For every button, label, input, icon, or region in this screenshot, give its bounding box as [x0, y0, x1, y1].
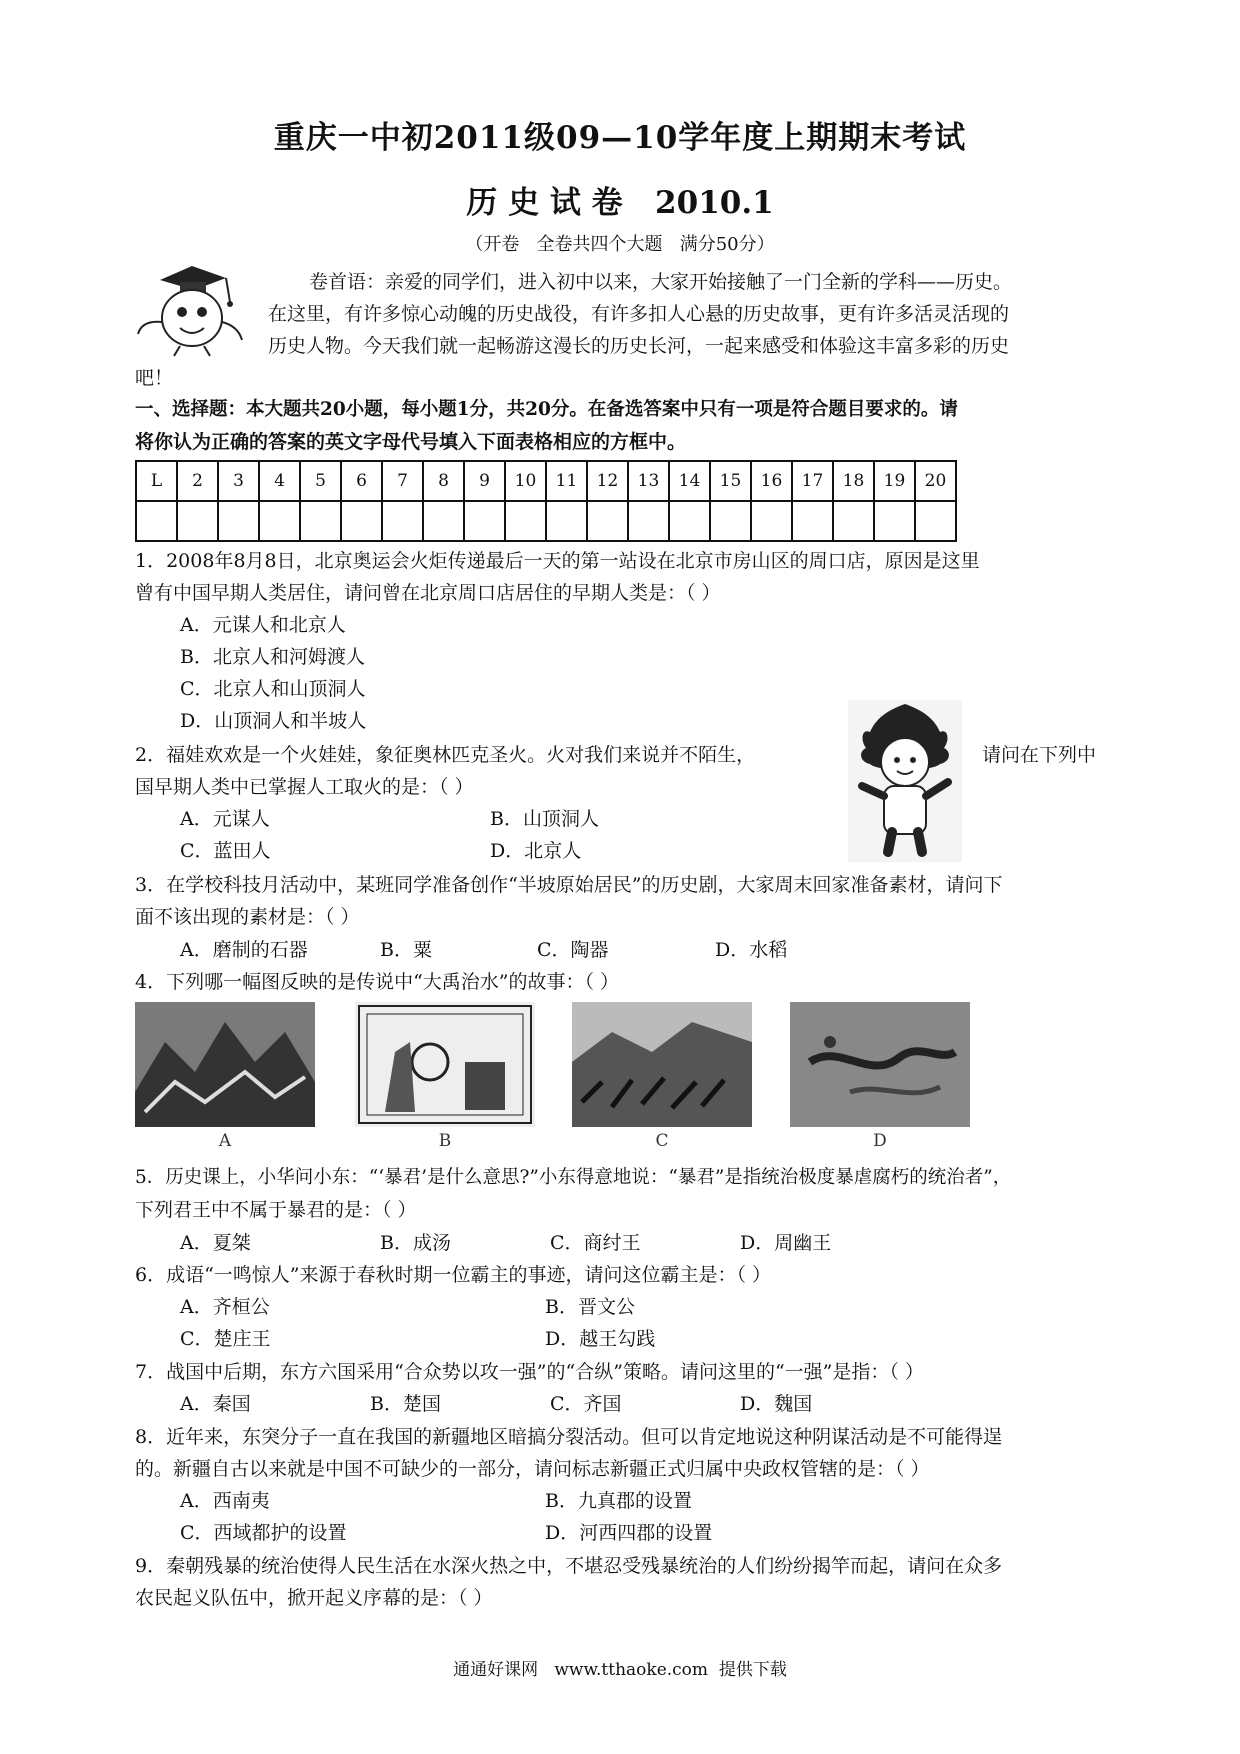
answer-cell[interactable]	[423, 501, 464, 541]
answer-cell[interactable]	[669, 501, 710, 541]
q5-option-d: D．周幽王	[740, 1232, 832, 1254]
answer-table-header: 4	[259, 461, 300, 501]
q4-stem: 4．下列哪一幅图反映的是传说中“大禹治水”的故事：（ ）	[135, 971, 620, 993]
q2-stem-2: 国早期人类中已掌握人工取火的是：（ ）	[135, 776, 474, 798]
q4-label-c: C	[655, 1131, 669, 1151]
section1-line-1: 一、选择题：本大题共20小题，每小题1分，共20分。在备选答案中只有一项是符合题目要求的。请	[135, 399, 958, 420]
q8-option-d: D．河西四郡的设置	[545, 1522, 713, 1544]
q4-label-b: B	[438, 1131, 452, 1151]
answer-cell[interactable]	[259, 501, 300, 541]
q6-stem: 6．成语“一鸣惊人”来源于春秋时期一位霸主的事迹，请问这位霸主是：（ ）	[135, 1264, 772, 1286]
answer-cell[interactable]	[628, 501, 669, 541]
q1-option-c: C．北京人和山顶洞人	[180, 678, 366, 700]
q9-stem-1: 9．秦朝残暴的统治使得人民生活在水深火热之中，不堪忍受残暴统治的人们纷纷揭竿而起，请问在众多	[135, 1555, 1003, 1577]
answer-cell[interactable]	[136, 501, 177, 541]
q2-stem-1a: 2．福娃欢欢是一个火娃娃，象征奥林匹克圣火。火对我们来说并不陌生，	[135, 744, 756, 766]
q9-stem-2: 农民起义队伍中，掀开起义序幕的是：（ ）	[135, 1587, 493, 1609]
exam-subtitle: 历 史 试 卷 2010.1	[466, 185, 774, 221]
answer-table-header: 18	[833, 461, 874, 501]
answer-cell[interactable]	[792, 501, 833, 541]
q3-option-a: A．磨制的石器	[180, 939, 308, 961]
answer-table-header: 7	[382, 461, 423, 501]
intro-line-3: 历史人物。今天我们就一起畅游这漫长的历史长河，一起来感受和体验这丰富多彩的历史	[268, 335, 1010, 357]
q6-option-d: D．越王勾践	[545, 1328, 656, 1350]
q3-option-b: B．粟	[380, 939, 432, 961]
q5-option-c: C．商纣王	[550, 1232, 641, 1254]
q7-option-c: C．齐国	[550, 1393, 622, 1415]
q4-image-b	[355, 1002, 535, 1150]
section1-line-2: 将你认为正确的答案的英文字母代号填入下面表格相应的方框中。	[135, 431, 687, 453]
q4-label-d: D	[873, 1131, 887, 1151]
q3-stem-1: 3．在学校科技月活动中，某班同学准备创作“半坡原始居民”的历史剧，大家周末回家准备素材，请问下	[135, 874, 1003, 896]
answer-cell[interactable]	[546, 501, 587, 541]
q1-option-d: D．山顶洞人和半坡人	[180, 710, 367, 732]
answer-cell[interactable]	[300, 501, 341, 541]
q4-image-a	[135, 1002, 315, 1150]
answer-cell[interactable]	[833, 501, 874, 541]
intro-line-4: 吧！	[135, 367, 174, 389]
answer-table-header: 13	[628, 461, 669, 501]
answer-table-header: 14	[669, 461, 710, 501]
answer-table-header: 20	[915, 461, 956, 501]
answer-table-header: 3	[218, 461, 259, 501]
q3-stem-2: 面不该出现的素材是：（ ）	[135, 906, 360, 928]
answer-table-header: 17	[792, 461, 833, 501]
answer-cell[interactable]	[177, 501, 218, 541]
q1-stem-1: 1．2008年8月8日，北京奥运会火炬传递最后一天的第一站设在北京市房山区的周口店，原因是这里	[135, 550, 980, 572]
q6-option-b: B．晋文公	[545, 1296, 635, 1318]
answer-table-header: 19	[874, 461, 915, 501]
answer-cell[interactable]	[382, 501, 423, 541]
answer-table-header: 11	[546, 461, 587, 501]
q2-option-b: B．山顶洞人	[490, 808, 599, 830]
q3-option-c: C．陶器	[537, 939, 609, 961]
answer-table-header: 8	[423, 461, 464, 501]
q8-option-c: C．西域都护的设置	[180, 1522, 347, 1544]
q5-option-b: B．成汤	[380, 1232, 451, 1254]
answer-table-header: 5	[300, 461, 341, 501]
answer-cell[interactable]	[915, 501, 956, 541]
q7-option-b: B．楚国	[370, 1393, 441, 1415]
q2-stem-1b: 请问在下列中	[982, 744, 1097, 766]
q8-option-b: B．九真郡的设置	[545, 1490, 692, 1512]
q7-option-a: A．秦国	[180, 1393, 251, 1415]
answer-cell[interactable]	[505, 501, 546, 541]
exam-title: 重庆一中初2011级09—10学年度上期期末考试	[273, 120, 967, 156]
answer-cell[interactable]	[874, 501, 915, 541]
answer-table-header: 10	[505, 461, 546, 501]
answer-table-header: 12	[587, 461, 628, 501]
answer-table-header: 2	[177, 461, 218, 501]
answer-table-header: 16	[751, 461, 792, 501]
answer-table-header: 15	[710, 461, 751, 501]
q2-option-d: D．北京人	[490, 840, 582, 862]
answer-table	[135, 460, 957, 542]
q1-stem-2: 曾有中国早期人类居住，请问曾在北京周口店居住的早期人类是：（ ）	[135, 582, 721, 604]
q4-image-c	[572, 1002, 752, 1150]
q5-option-a: A．夏桀	[180, 1232, 251, 1254]
answer-cell[interactable]	[464, 501, 505, 541]
answer-cell[interactable]	[587, 501, 628, 541]
q7-option-d: D．魏国	[740, 1393, 813, 1415]
q8-stem-1: 8．近年来，东突分子一直在我国的新疆地区暗搞分裂活动。但可以肯定地说这种阴谋活动是不可能得逞	[135, 1426, 1003, 1448]
answer-cell[interactable]	[751, 501, 792, 541]
exam-note: （开卷 全卷共四个大题 满分50分）	[465, 234, 775, 255]
q1-option-a: A．元谋人和北京人	[180, 614, 346, 636]
answer-cell[interactable]	[710, 501, 751, 541]
q3-option-d: D．水稻	[715, 939, 788, 961]
q1-option-b: B．北京人和河姆渡人	[180, 646, 365, 668]
q8-option-a: A．西南夷	[180, 1490, 270, 1512]
fuwa-huanhuan-image	[848, 700, 962, 862]
q4-label-a: A	[218, 1131, 232, 1151]
answer-table-header: L	[136, 461, 177, 501]
answer-table-input-row	[136, 501, 956, 541]
q2-option-c: C．蓝田人	[180, 840, 271, 862]
mascot-image	[130, 262, 250, 358]
footer-source: 通通好课网 www.tthaoke.com 提供下载	[453, 1660, 787, 1680]
q2-option-a: A．元谋人	[180, 808, 270, 830]
intro-line-2: 在这里，有许多惊心动魄的历史战役，有许多扣人心悬的历史故事，更有许多活灵活现的	[268, 303, 1010, 325]
q5-stem-2: 下列君王中不属于暴君的是：（ ）	[135, 1199, 417, 1221]
q4-image-d	[790, 1002, 970, 1150]
answer-table-header: 9	[464, 461, 505, 501]
answer-cell[interactable]	[218, 501, 259, 541]
answer-table-header-row	[136, 461, 956, 501]
answer-cell[interactable]	[341, 501, 382, 541]
q5-stem-1: 5．历史课上，小华问小东：“‘暴君’是什么意思?”小东得意地说：“暴君”是指统治极度暴虐腐朽的统治者”，	[135, 1167, 1012, 1188]
q8-stem-2: 的。新疆自古以来就是中国不可缺少的一部分，请问标志新疆正式归属中央政权管辖的是：（ ）	[135, 1458, 930, 1480]
answer-table-header: 6	[341, 461, 382, 501]
q7-stem: 7．战国中后期，东方六国采用“合众势以攻一强”的“合纵”策略。请问这里的“一强”是指：（ ）	[135, 1361, 924, 1383]
intro-line-1: 卷首语：亲爱的同学们，进入初中以来，大家开始接触了一门全新的学科——历史。	[309, 271, 1013, 293]
q6-option-a: A．齐桓公	[180, 1296, 270, 1318]
q6-option-c: C．楚庄王	[180, 1328, 271, 1350]
